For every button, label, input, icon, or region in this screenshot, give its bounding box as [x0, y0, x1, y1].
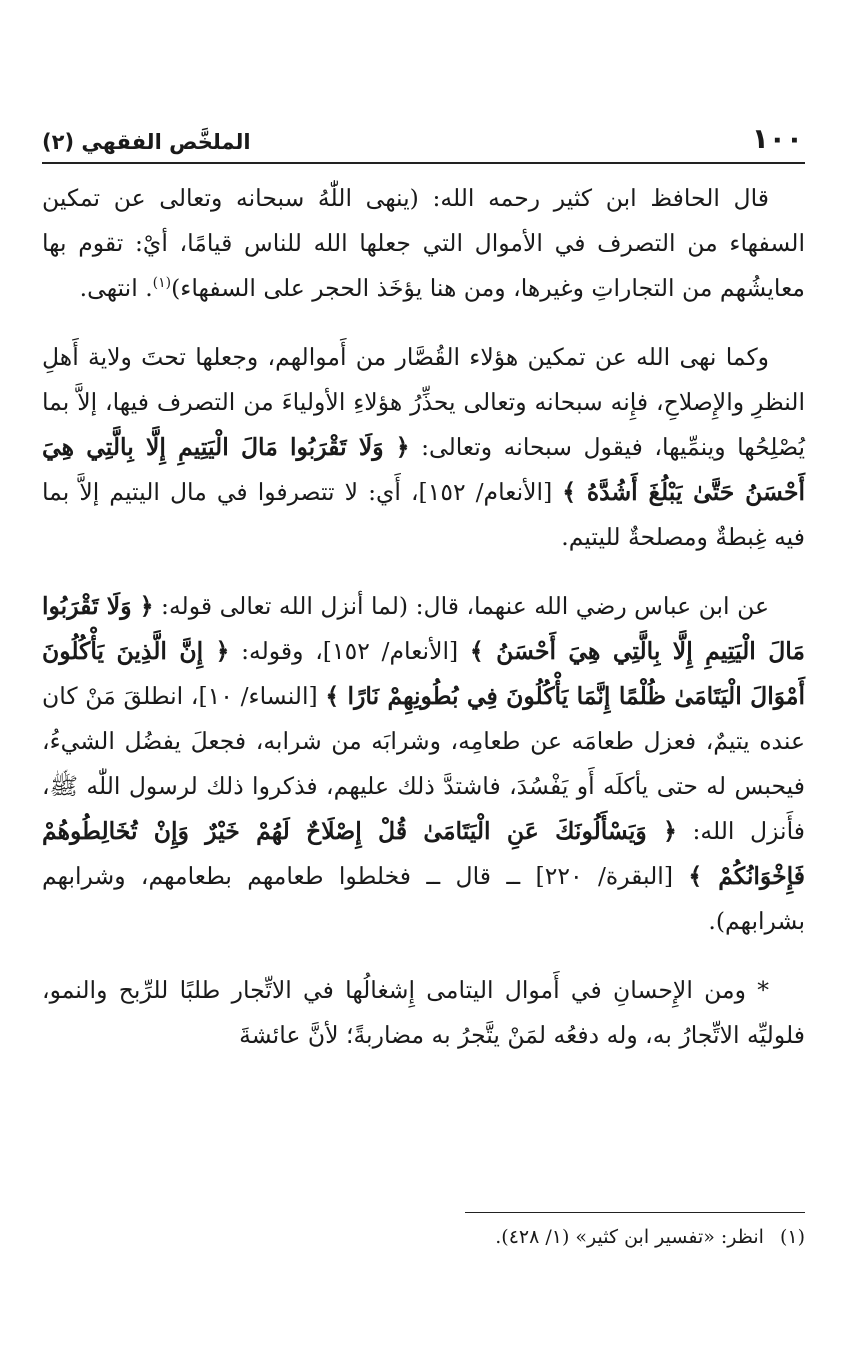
footnote-marker: (١): [779, 1226, 805, 1248]
quran-verse: ﴿ وَيَسْأَلُونَكَ عَنِ الْيَتَامَىٰ قُلْ إِصْلَاحٌ لَهُمْ خَيْرٌ وَإِنْ تُخَالِطُوهُمْ فَإِخْوَانُكُمْ ﴾: [42, 817, 805, 890]
body-text: [42, 176, 805, 1058]
paragraph-text: [الأنعام/ ١٥٢]، أَي: لا تتصرفوا في مال اليتيم إلاَّ بما فيه غِبطةٌ ومصلحةٌ لليتيم.: [42, 478, 805, 551]
footnote: [42, 1222, 805, 1252]
paragraph-text: وكما نهى الله عن تمكين هؤلاء القُصَّار من أَموالهم، وجعلها تحتَ ولاية أَهلِ النظرِ والإِصلاحِ، فإِنه سبحانه وتعالى يحذِّرُ هؤلاءِ الأولياءَ من التصرف فيها، إلاَّ بما يُصْلِحُها وينمِّيها، فيقول سبحانه وتعالى:: [42, 343, 805, 461]
paragraph-ibn-abbas: [42, 584, 805, 944]
paragraph-text: . انتهى.: [79, 274, 153, 302]
paragraph-text: عن ابن عباس رضي الله عنهما، قال: (لما أنزل الله تعالى قوله:: [153, 592, 769, 620]
paragraph-ibn-kathir-quote: [42, 176, 805, 311]
quran-verse: ﴿ وَلَا تَقْرَبُوا مَالَ الْيَتِيمِ إِلَّا بِالَّتِي هِيَ أَحْسَنُ حَتَّىٰ يَبْلُغَ أَشُدَّهُ ﴾: [42, 433, 805, 506]
paragraph-text: [البقرة/ ٢٢٠] ــ قال ــ فخلطوا طعامهم بطعامهم، وشرابهم بشرابهم).: [42, 862, 805, 935]
paragraph-text: [النساء/ ١٠]، انطلقَ مَنْ كان عنده يتيمٌ، فعزل طعامَه عن طعامِه، وشرابَه من شرابه، فجعلَ يفضُل الشيءُ، فيحبس له حتى يأكلَه أَو يَفْسُدَ، فاشتدَّ ذلك عليهم، فذكروا ذلك لرسول اللّٰه ﷺ، فأَنزل الله:: [42, 682, 805, 845]
quran-verse: ﴿ إِنَّ الَّذِينَ يَأْكُلُونَ أَمْوَالَ الْيَتَامَىٰ ظُلْمًا إِنَّمَا يَأْكُلُونَ فِي بُطُونِهِمْ نَارًا ﴾: [42, 637, 805, 710]
footnote-divider: [465, 1212, 805, 1213]
paragraph-text: * ومن الإِحسانِ في أَموال اليتامى إِشغالُها في الاتِّجار طلبًا للرِّبح والنمو، فلوليِّه الاتِّجارُ به، وله دفعُه لمَنْ يتَّجرُ به مضاربةً؛ لأنَّ عائشةَ: [42, 976, 805, 1049]
quran-verse: ﴿ وَلَا تَقْرَبُوا مَالَ الْيَتِيمِ إِلَّا بِالَّتِي هِيَ أَحْسَنُ ﴾: [42, 592, 806, 665]
footnote-text: انظر: «تفسير ابن كثير» (١/ ٤٢٨).: [495, 1226, 764, 1248]
page-number: ١٠٠: [751, 122, 803, 155]
page-header: [42, 122, 805, 164]
paragraph-guardians: [42, 335, 805, 560]
footnote-reference: (١): [152, 275, 172, 292]
paragraph-text: قال الحافظ ابن كثير رحمه الله: (ينهى اللّٰهُ سبحانه وتعالى عن تمكين السفهاء من التصرف في الأموال التي جعلها الله للناس قيامًا، أيْ: تقوم بها معايشُهم من التجاراتِ وغيرها، ومن هنا يؤخَذ الحجر على السفهاء): [42, 184, 805, 302]
paragraph-text: [الأنعام/ ١٥٢]، وقوله:: [229, 637, 470, 665]
paragraph-trade: [42, 968, 805, 1058]
running-title: الملخَّص الفقهي (٢): [42, 130, 251, 154]
